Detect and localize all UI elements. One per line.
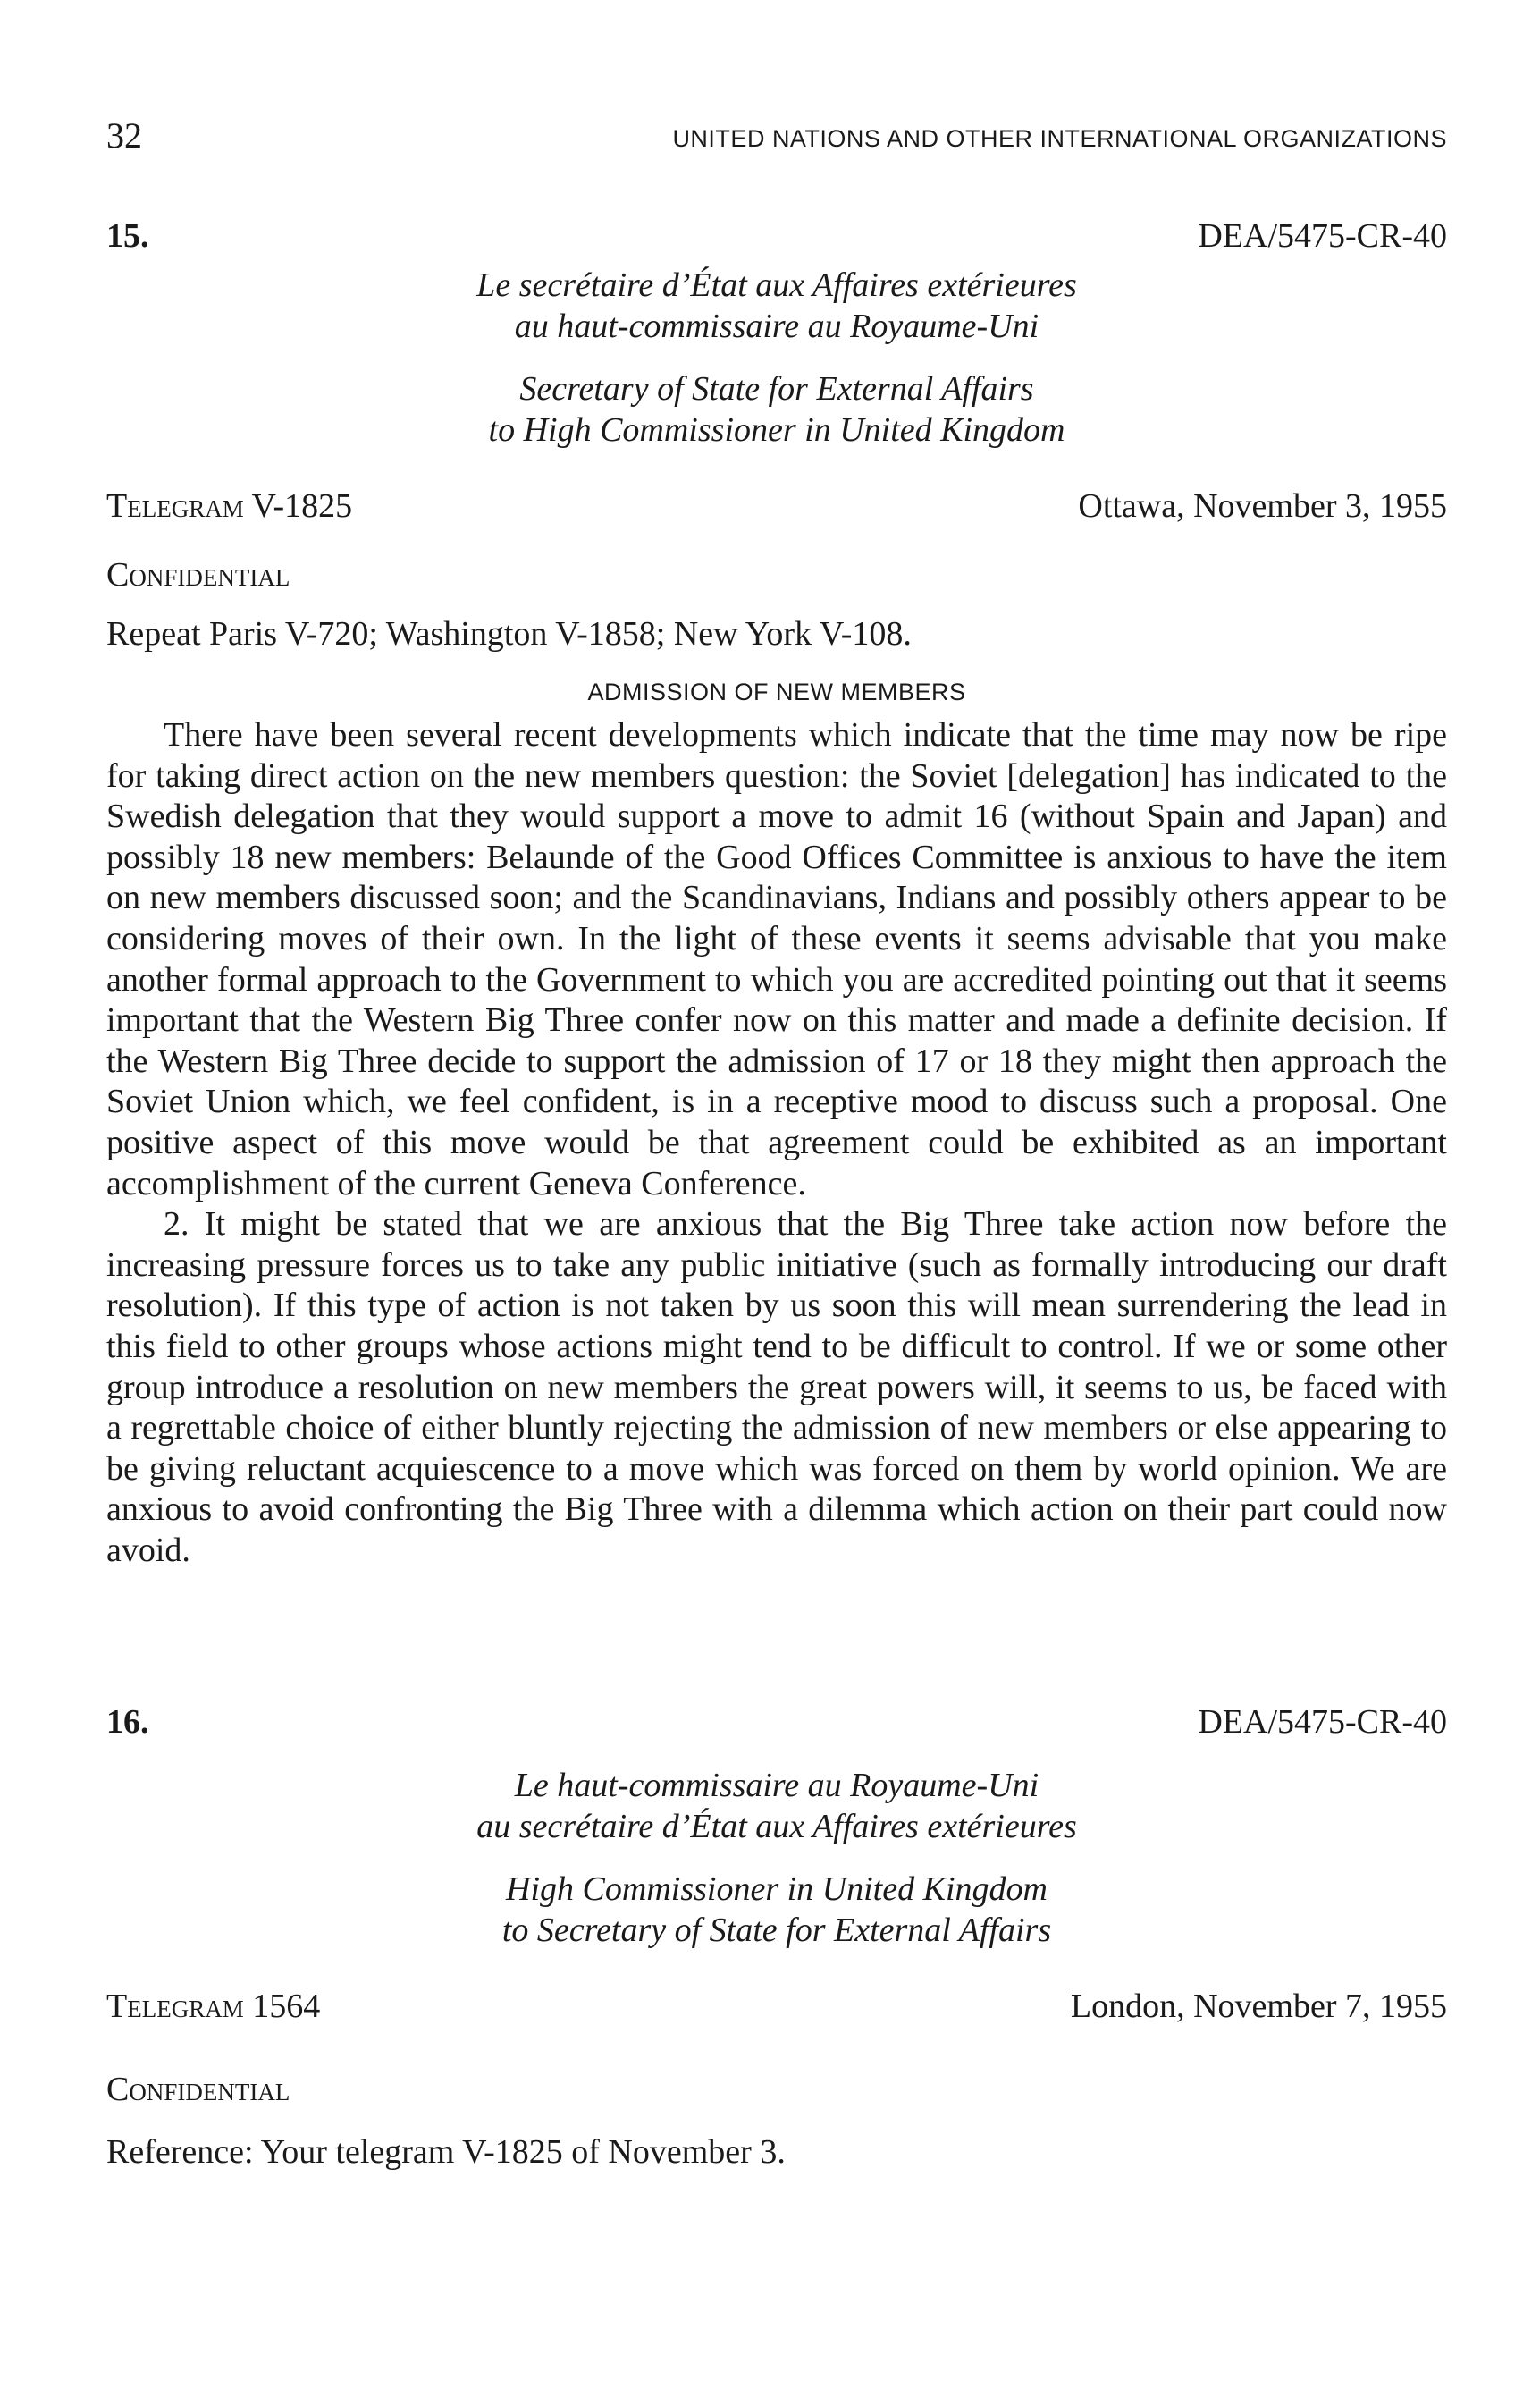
address-fr-line: au secrétaire d’État aux Affaires extérieures [476,1808,1077,1845]
subject-heading: ADMISSION OF NEW MEMBERS [587,679,966,705]
telegram-number: Telegram 1564 [106,1987,321,2025]
place-date: London, November 7, 1955 [1070,1987,1447,2025]
entry-head [106,216,1447,261]
entry-head [106,1702,1447,1747]
address-en-line: High Commissioner in United Kingdom [506,1870,1048,1908]
running-head: UNITED NATIONS AND OTHER INTERNATIONAL ORGANIZATIONS [672,125,1447,152]
address-en-line: Secretary of State for External Affairs [519,370,1034,408]
place-date: Ottawa, November 3, 1955 [1078,487,1447,525]
document-16 [106,1702,1447,2173]
body [106,715,1447,1571]
telegram-row [106,1987,1447,2031]
archive-reference: DEA/5475-CR-40 [1198,1703,1447,1741]
reference-line: Reference: Your telegram V-1825 of November 3. [106,2133,786,2171]
archive-reference: DEA/5475-CR-40 [1198,217,1447,255]
address-en-line: to Secretary of State for External Affairs [501,1911,1052,1949]
document-number: 15. [106,217,149,255]
classification: Confidential [106,2071,290,2108]
address-fr-line: Le secrétaire d’État aux Affaires extérieures [476,266,1077,304]
page-number: 32 [106,115,142,156]
classification: Confidential [106,556,290,594]
document-15 [106,216,1447,1571]
address-en-line: to High Commissioner in United Kingdom [488,411,1065,449]
document-number: 16. [106,1703,149,1741]
paragraph: 2. It might be stated that we are anxious that the Big Three take action now before the increasing pressure forces us to take any public initiative (such as formally introducing our draft resolution). If this type of action is not taken by us soon this will mean surrendering the lead in this field to other groups whose actions might tend to be difficult to control. If we or some other group introduce a resolution on new members the great powers will, it seems to us, be faced with a regrettable choice of either bluntly rejecting the admission of new members or else appearing to be giving reluctant acquiescence to a move which was forced on them by world opinion. We are anxious to avoid confronting the Big Three with a dilemma which action on their part could now avoid. [106,1205,1447,1569]
address-fr-line: Le haut-commissaire au Royaume-Uni [514,1767,1039,1804]
paragraph: There have been several recent developments which indicate that the time may now be ripe for taking direct action on the new members question: the Soviet [delegation] has indicated to the Swedish delegation that they would support a move to admit 16 (without Spain and Japan) and possibly 18 new members: Belaunde of the Good Offices Committee is anxious to have the item on new members discussed soon; and the Scandinavians, Indians and possibly others appear to be considering moves of their own. In the light of these events it seems advisable that you make another formal approach to the Government to which you are accredited pointing out that it seems important that the Western Big Three confer now on this matter and made a definite decision. If the Western Big Three decide to support the admission of 17 or 18 they might then approach the Soviet Union which, we feel confident, is in a receptive mood to discuss such a proposal. One positive aspect of this move would be that agreement could be exhibited as an important accomplishment of the current Geneva Conference. [106,716,1447,1202]
address-block [106,265,1447,451]
telegram-row [106,486,1447,531]
repeat-line: Repeat Paris V-720; Washington V-1858; New York V-108. [106,615,912,653]
telegram-number: Telegram V-1825 [106,487,353,525]
page-header [106,114,1447,159]
address-block [106,1765,1447,1951]
address-fr-line: au haut-commissaire au Royaume-Uni [514,308,1039,345]
